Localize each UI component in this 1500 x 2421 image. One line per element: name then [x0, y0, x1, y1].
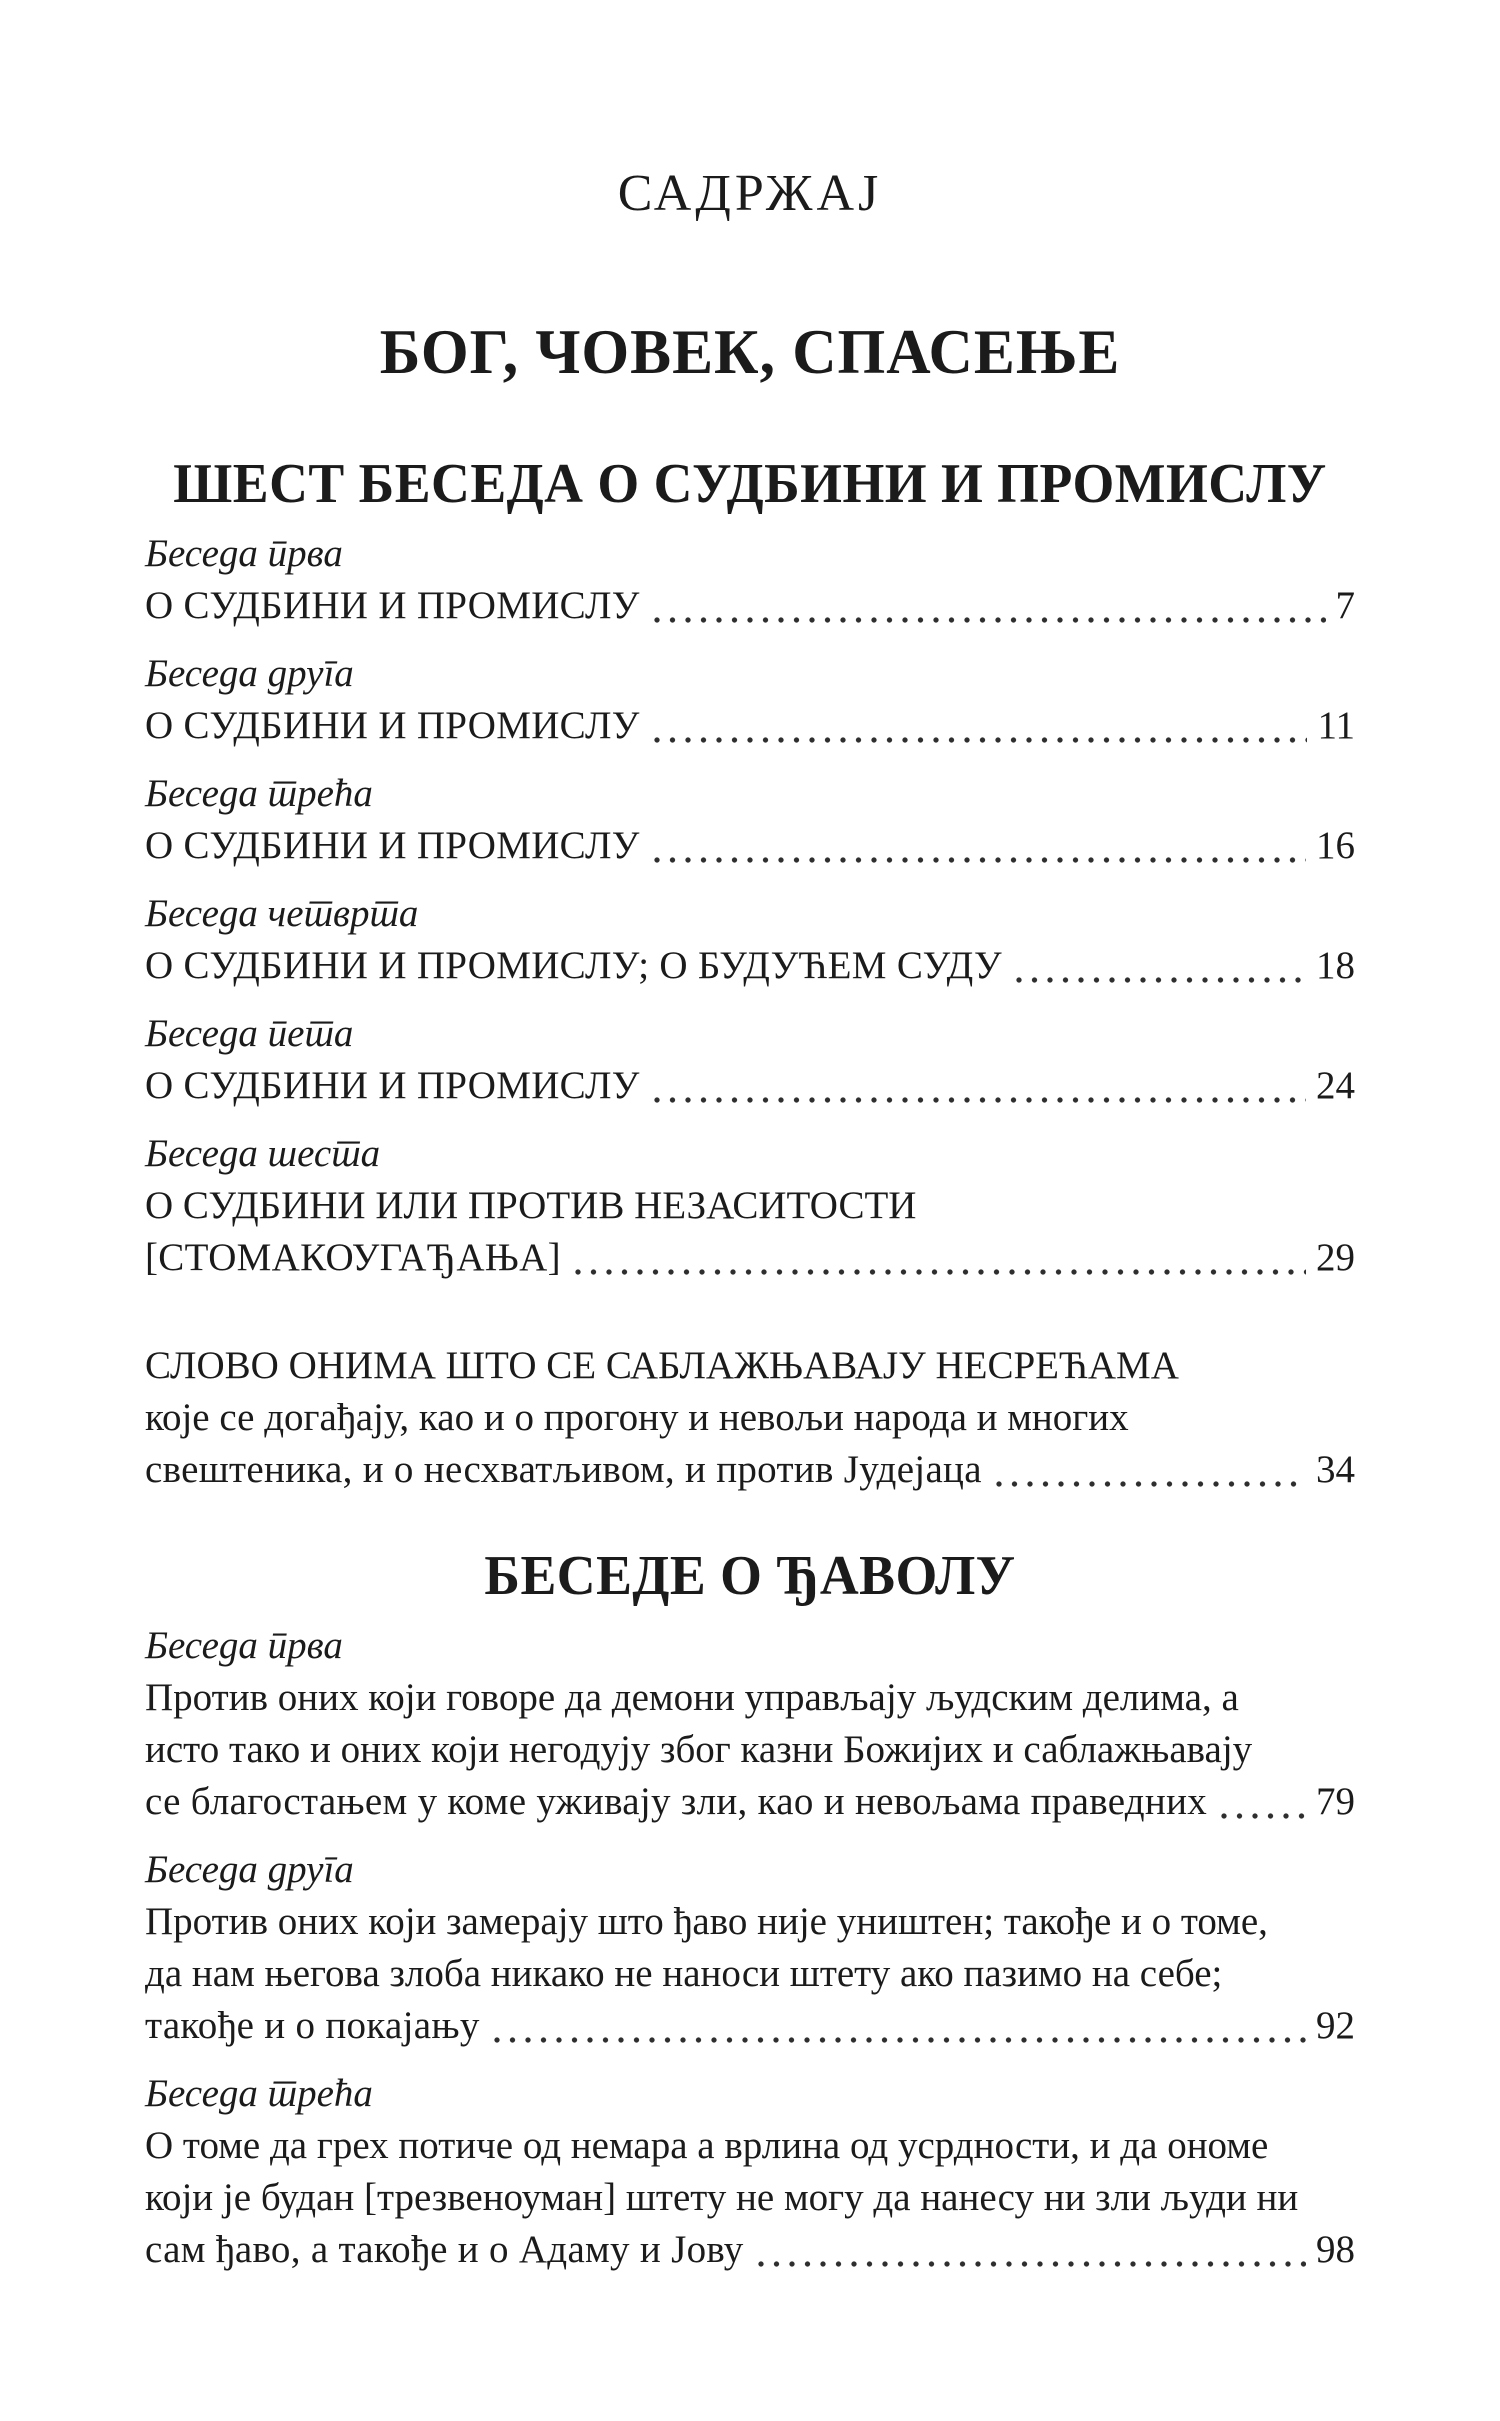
toc-entry: [145, 1620, 1355, 1828]
page-number: 16: [1316, 824, 1355, 867]
toc-line-text: О СУДБИНИ И ПРОМИСЛУ; О БУДУЋЕМ СУДУ: [145, 944, 1002, 987]
toc-line-text: О СУДБИНИ ИЛИ ПРОТИВ НЕЗАСИТОСТИ: [145, 1184, 917, 1227]
page-number: 11: [1317, 704, 1355, 747]
book-title: БОГ, ЧОВЕК, СПАСЕЊЕ: [379, 316, 1121, 387]
toc-entry: [145, 1008, 1355, 1112]
page-number: 18: [1316, 944, 1355, 987]
toc-entry: [145, 2068, 1355, 2276]
entry-label: Беседа четврта: [145, 892, 419, 935]
toc-line-text: Против оних који говоре да демони управљају људским делима, а: [145, 1676, 1239, 1719]
toc-line-text: О СУДБИНИ И ПРОМИСЛУ: [145, 584, 640, 627]
toc-line-text: Против оних који замерају што ђаво није уништен; такође и о томе,: [145, 1900, 1268, 1943]
toc-line: [145, 1232, 1355, 1284]
dot-leader: [654, 1097, 1306, 1103]
page-number: 7: [1335, 584, 1355, 627]
toc-line-text: [СТОМАКОУГАЂАЊА]: [145, 1236, 561, 1279]
toc-section: [145, 1545, 1355, 2276]
section-heading: БЕСЕДЕ О ЂАВОЛУ: [484, 1545, 1016, 1607]
toc-sections: [145, 453, 1355, 2276]
toc-line-text: такође и о покајању: [145, 2004, 480, 2047]
dot-leader: [758, 2261, 1306, 2267]
contents-title: САДРЖАЈ: [617, 165, 883, 222]
toc-section: [145, 453, 1355, 1284]
toc-line: [145, 820, 1355, 872]
entry-label: Беседа друга: [145, 652, 354, 695]
dot-leader: [1016, 977, 1306, 983]
toc-line-text: О СУДБИНИ И ПРОМИСЛУ: [145, 704, 640, 747]
toc-entry: [145, 1340, 1355, 1496]
page-number: 98: [1316, 2228, 1355, 2271]
toc-line-text: се благостањем у коме уживају зли, као и невољама праведних: [145, 1780, 1208, 1823]
toc-line: [145, 580, 1355, 632]
dot-leader: [654, 617, 1326, 623]
page-number: 29: [1316, 1236, 1355, 1279]
toc-line-text: свештеника, и о несхватљивом, и против Јудејаца: [145, 1448, 982, 1491]
toc-line: [145, 700, 1355, 752]
toc-entry: [145, 1844, 1355, 2052]
toc-line-text: које се догађају, као и о прогону и невољи народа и многих: [145, 1396, 1129, 1439]
toc-entry: [145, 888, 1355, 992]
entry-label: Беседа прва: [145, 1624, 343, 1667]
toc-line-text: О СУДБИНИ И ПРОМИСЛУ: [145, 1064, 640, 1107]
page-number: 79: [1316, 1780, 1355, 1823]
dot-leader: [1221, 1813, 1306, 1819]
toc-entry: [145, 648, 1355, 752]
toc-section: [145, 1340, 1355, 1496]
entry-label: Беседа друга: [145, 1848, 354, 1891]
toc-entry: [145, 1128, 1355, 1284]
toc-entry: [145, 768, 1355, 872]
section-heading: ШЕСТ БЕСЕДА О СУДБИНИ И ПРОМИСЛУ: [173, 453, 1327, 515]
entry-label: Беседа прва: [145, 532, 343, 575]
entry-label: Беседа трећа: [145, 2072, 373, 2115]
toc-line: [145, 1444, 1355, 1496]
toc-line: [145, 1776, 1355, 1828]
entry-label: Беседа трећа: [145, 772, 373, 815]
toc-line-text: који је будан [трезвеноуман] штету не могу да нанесу ни зли људи ни: [145, 2176, 1299, 2219]
toc-entry: [145, 528, 1355, 632]
page-number: 24: [1316, 1064, 1355, 1107]
entry-label: Беседа шеста: [145, 1132, 381, 1175]
toc-line-text: СЛОВО ОНИМА ШТО СЕ САБЛАЖЊАВАЈУ НЕСРЕЋАМА: [145, 1344, 1179, 1387]
toc-line-text: исто тако и оних који негодују због казни Божијих и саблажњавају: [145, 1728, 1253, 1771]
toc-line-text: О СУДБИНИ И ПРОМИСЛУ: [145, 824, 640, 867]
dot-leader: [654, 737, 1308, 743]
page-number: 92: [1316, 2004, 1355, 2047]
toc-line-text: да нам његова злоба никако не наноси штету ако пазимо на себе;: [145, 1952, 1223, 1995]
toc-line: [145, 1060, 1355, 1112]
dot-leader: [494, 2037, 1306, 2043]
toc-line: [145, 940, 1355, 992]
page-number: 34: [1316, 1448, 1355, 1491]
toc-line: [145, 2000, 1355, 2052]
dot-leader: [575, 1269, 1306, 1275]
toc-line-text: сам ђаво, а такође и о Адаму и Јову: [145, 2228, 744, 2271]
dot-leader: [996, 1481, 1306, 1487]
toc-line: [145, 2224, 1355, 2276]
dot-leader: [654, 857, 1306, 863]
entry-label: Беседа пета: [145, 1012, 354, 1055]
toc-line-text: О томе да грех потиче од немара а врлина од усрдности, и да ономе: [145, 2124, 1269, 2167]
